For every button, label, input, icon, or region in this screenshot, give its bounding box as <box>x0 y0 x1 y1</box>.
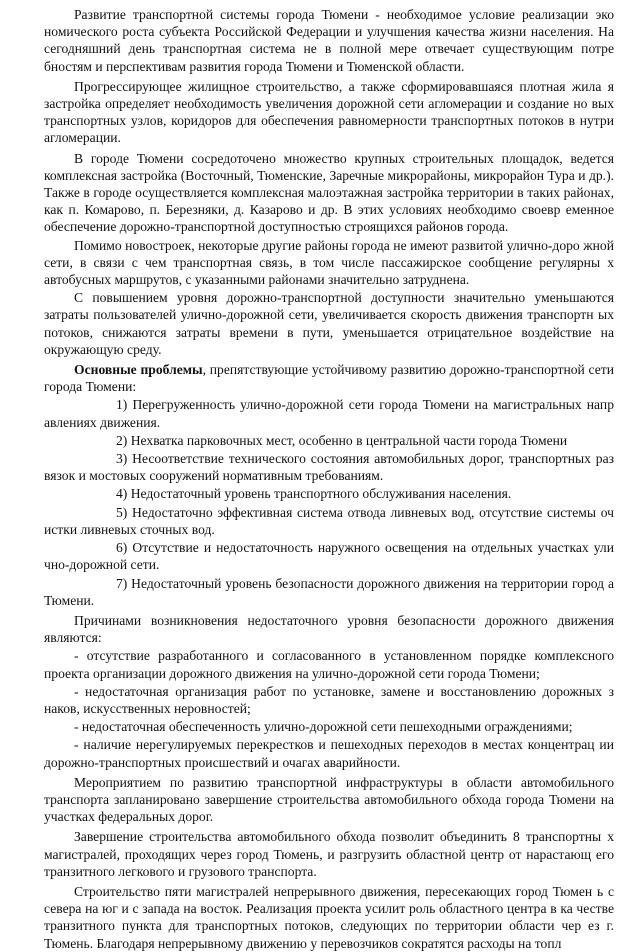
paragraph-intro: Развитие транспортной системы города Тюмени - необходимое условие реализации эко номического роста субъекта Российской Федерации и улучшения качества жизни населения. На сегодняшний день транспортная система не в полной мере отвечает существующим потре бностям и перспективам развития города Тюмени и Тюменской области. <box>44 7 614 74</box>
list-item-cause-1: - отсутствие разработанного и согласованного в установленном порядке комплексного проекта организации дорожного движения на улично-дорожной сети города Тюмени; <box>44 648 614 681</box>
main-problems-heading: Основные проблемы <box>74 362 203 378</box>
list-item-problem-7: 7) Недостаточный уровень безопасности дорожного движения на территории город а Тюмени. <box>44 575 614 608</box>
list-item-cause-2: - недостаточная организация работ по установке, замене и восстановлению дорожных з наков, искусственных неровностей; <box>44 683 614 716</box>
paragraph-housing: Прогрессирующее жилищное строительство, а также сформировавшаяся плотная жила я застройка определяет необходимость увеличения дорожной сети агломерации и создание но вых транспортных узлов, коридоров для обеспечения равномерности транспортных потоков в нутри агломерации. <box>44 78 614 146</box>
paragraph-causes: Причинами возникновения недостаточного уровня безопасности дорожного движения являются: <box>44 612 614 646</box>
list-item-problem-1: 1) Перегруженность улично-дорожной сети города Тюмени на магистральных напр авлениях движения. <box>44 397 614 430</box>
list-item-problem-6: 6) Отсутствие и недостаточность наружного освещения на отдельных участках ули чно-дорожной сети. <box>44 540 614 573</box>
paragraph-accessibility: С повышением уровня дорожно-транспортной доступности значительно уменьшаются затраты пользователей улично-дорожной сети, увеличивается скорость движения транспортн ых потоков, снижаются затраты времени в пути, уменьшается отрицательное воздействие на окружающую среду. <box>44 290 614 357</box>
list-item-cause-4: - наличие нерегулируемых перекрестков и пешеходных переходов в местах концентрац ии дорожно-транспортных происшествий и очагах аварийности. <box>44 737 614 770</box>
list-item-problem-3: 3) Несоответствие технического состояния автомобильных дорог, транспортных раз вязок и мостовых сооружений нормативным требованиям. <box>44 451 614 484</box>
paragraph-bypass-plan: Мероприятием по развитию транспортной инфраструктуры в области автомобильного транспорта запланировано завершение строительства автомобильного обхода города Тюмени на участках федеральных дорог. <box>44 774 614 825</box>
paragraph-bypass-completion: Завершение строительства автомобильного обхода позволит объединить 8 транспортны х магистралей, проходящих через город Тюмень, и разгрузить областной центр от нарастающ его транзитного легкового и грузового транспорта. <box>44 829 614 879</box>
list-item-problem-4: 4) Недостаточный уровень транспортного обслуживания населения. <box>116 486 512 502</box>
paragraph-highways: Строительство пяти магистралей непрерывного движения, пересекающих город Тюмен ь с севера на юг и с запада на восток. Реализация проекта усилит роль областного центра в ка честве транзитного пункта для транспортных потоков, следующих по территории области чер ез г. Тюмень. Благодаря непрерывному движению у перевозчиков сократятся расходы на топл <box>44 883 614 951</box>
paragraph-main-problems <box>44 361 614 395</box>
list-item-problem-2: 2) Нехватка парковочных мест, особенно в центральной части города Тюмени <box>116 432 568 448</box>
main-problems-text: , препятствующие устойчивому развитию дорожно-транспортной сети города Тюмени: <box>44 362 614 395</box>
paragraph-construction: В городе Тюмени сосредоточено множество крупных строительных площадок, ведется комплексная застройка (Восточный, Тюменские, Заречные микрорайоны, микрорайон Тура и др.). Также в городе осуществляется комплексная малоэтажная застройка территории в таких районах, как п. Комарово, п. Березняки, д. Казарово и др. В этих условиях необходимо своевр еменное обеспечение дорожно-транспортной доступностью строящихся районов города. <box>44 150 614 235</box>
list-item-problem-5: 5) Недостаточно эффективная система отвода ливневых вод, отсутствие системы оч истки ливневых сточных вод. <box>44 504 614 537</box>
paragraph-districts: Помимо новостроек, некоторые другие районы города не имеют развитой улично-доро жной сети, в связи с чем транспортная связь, в том числе пассажирское сообщение регулярны х автобусных маршрутов, с указанными районами значительно затруднена. <box>44 237 614 288</box>
list-item-cause-3: - недостаточная обеспеченность улично-дорожной сети пешеходными ограждениями; <box>74 719 573 735</box>
